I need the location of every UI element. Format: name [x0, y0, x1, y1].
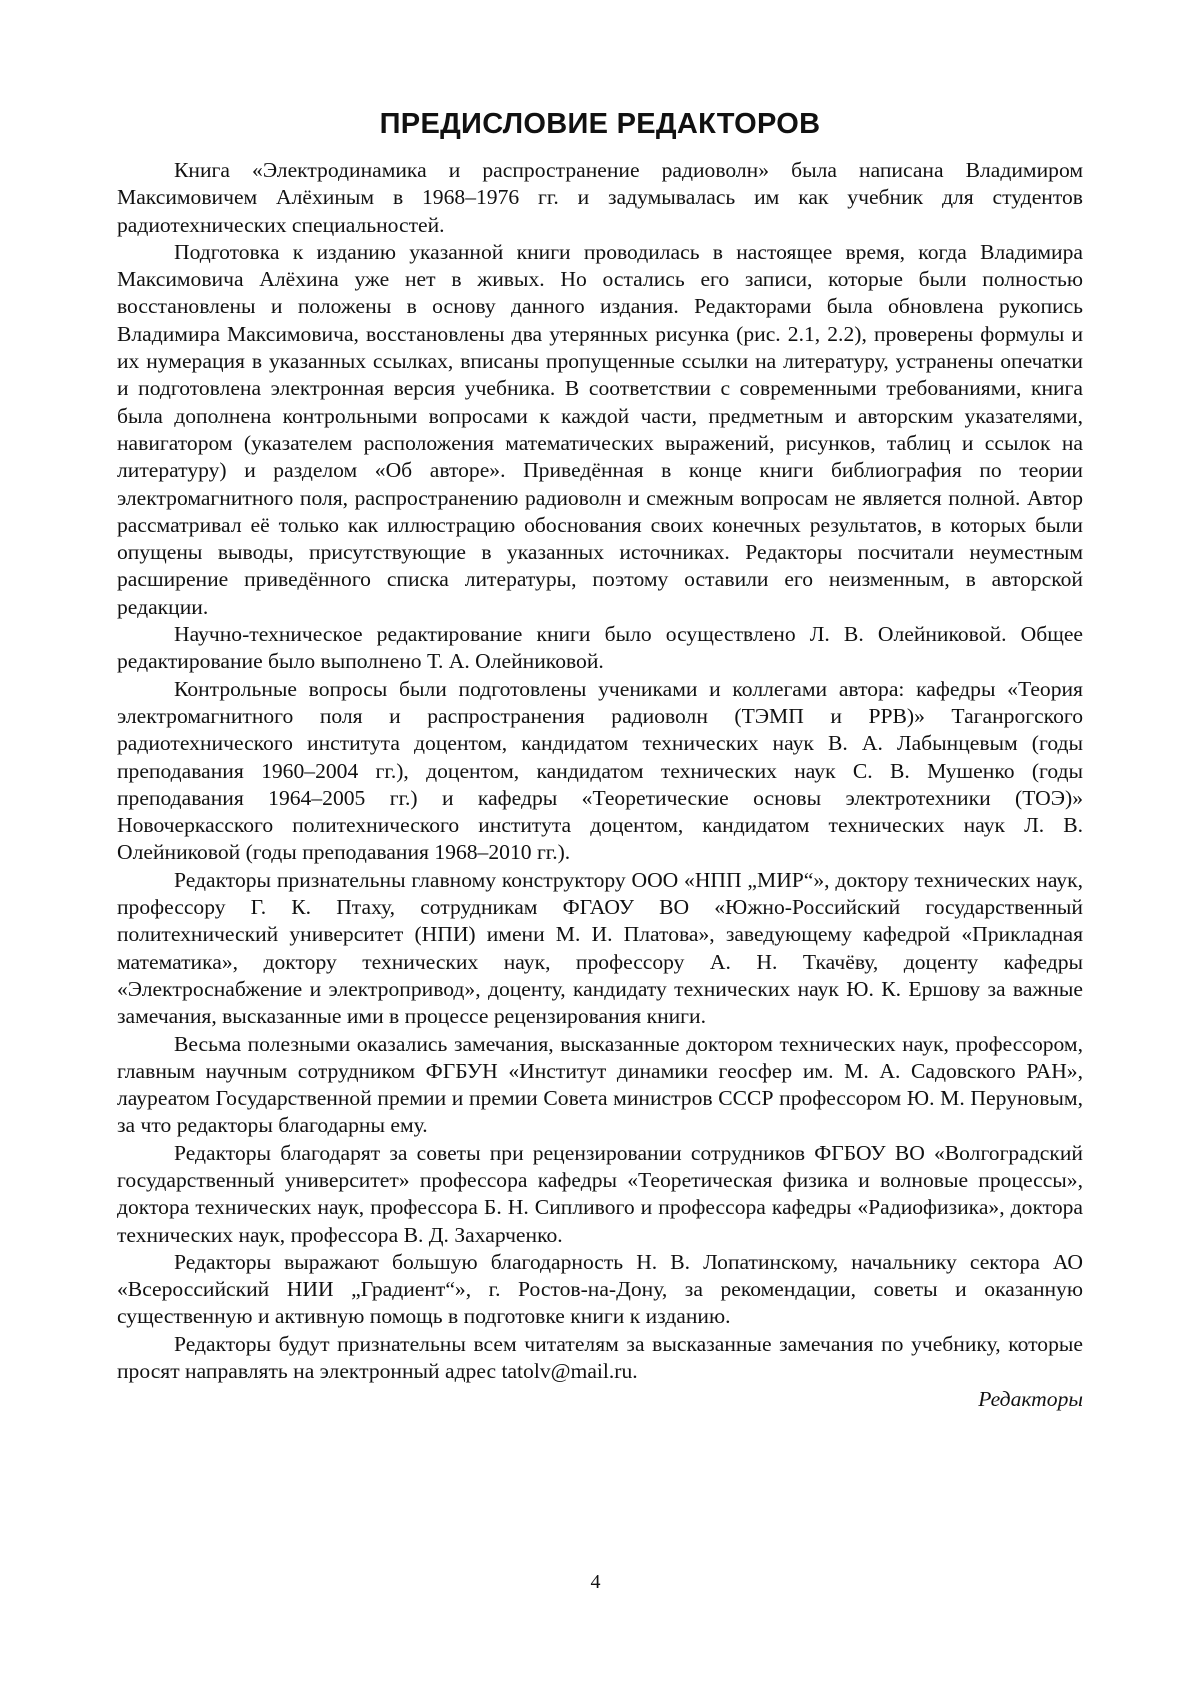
- document-page: [117, 108, 1083, 1414]
- paragraph-9: Редакторы будут признательны всем читателям за высказанные замечания по учебнику, которые просят направлять на электронный адрес tatolv@mail.ru.: [117, 1331, 1083, 1384]
- paragraph-3: Научно-техническое редактирование книги было осуществлено Л. В. Олейниковой. Общее редактирование было выполнено Т. А. Олейниковой.: [117, 622, 1083, 674]
- paragraph-8: Редакторы выражают большую благодарность Н. В. Лопатинскому, начальнику сектора АО «Всероссийский НИИ „Градиент“», г. Ростов-на-Дону, за рекомендации, советы и оказанную существенную и активную помощь в подготовке книги к изданию.: [117, 1249, 1083, 1329]
- page-title: ПРЕДИСЛОВИЕ РЕДАКТОРОВ: [379, 108, 821, 140]
- paragraph-7: Редакторы благодарят за советы при рецензировании сотрудников ФГБОУ ВО «Волгоградский государственный университет» профессора кафедры «Теоретическая физика и волновые процессы», доктора технических наук, профессора Б. Н. Сипливого и профессора кафедры «Радиофизика», доктора технических наук, профессора В. Д. Захарченко.: [117, 1140, 1083, 1247]
- paragraph-2: Подготовка к изданию указанной книги проводилась в настоящее время, когда Владимира Максимовича Алёхина уже нет в живых. Но остались его записи, которые были полностью восстановлены и положены в основу данного издания. Редакторами была обновлена рукопись Владимира Максимовича, восстановлены два утерянных рисунка (рис. 2.1, 2.2), проверены формулы и их нумерация в указанных ссылках, вписаны пропущенные ссылки на литературу, устранены опечатки и подготовлена электронная версия учебника. В соответствии с современными требованиями, книга была дополнена контрольными вопросами к каждой части, предметным и авторским указателями, навигатором (указателем расположения математических выражений, рисунков, таблиц и ссылок на литературу) и разделом «Об авторе». Приведённая в конце книги библиография по теории электромагнитного поля, распространению радиоволн и смежным вопросам не является полной. Автор рассматривал её только как иллюстрацию обоснования своих конечных результатов, в которых были опущены выводы, присутствующие в указанных источниках. Редакторы посчитали неуместным расширение приведённого списка литературы, поэтому оставили его неизменным, в авторской редакции.: [117, 239, 1083, 619]
- paragraph-4: Контрольные вопросы были подготовлены учениками и коллегами автора: кафедры «Теория электромагнитного поля и распространения радиоволн (ТЭМП и РРВ)» Таганрогского радиотехнического института доцентом, кандидатом технических наук В. А. Лабынцевым (годы преподавания 1960–2004 гг.), доцентом, кандидатом технических наук С. В. Мушенко (годы преподавания 1964–2005 гг.) и кафедры «Теоретические основы электротехники (ТОЭ)» Новочеркасского политехнического института доцентом, кандидатом технических наук Л. В. Олейниковой (годы преподавания 1968–2010 гг.).: [117, 676, 1083, 865]
- paragraph-5: Редакторы признательны главному конструктору ООО «НПП „МИР“», доктору технических наук, профессору Г. К. Птаху, сотрудникам ФГАОУ ВО «Южно-Российский государственный политехнический университет (НПИ) имени М. И. Платова», заведующему кафедрой «Прикладная математика», доктору технических наук, профессору А. Н. Ткачёву, доценту кафедры «Электроснабжение и электропривод», доценту, кандидату технических наук Ю. К. Ершову за важные замечания, высказанные ими в процессе рецензирования книги.: [117, 867, 1083, 1029]
- signature: Редакторы: [978, 1387, 1083, 1412]
- paragraph-1: Книга «Электродинамика и распространение радиоволн» была написана Владимиром Максимовичем Алёхиным в 1968–1976 гг. и задумывалась им как учебник для студентов радиотехнических специальностей.: [117, 158, 1083, 237]
- page-number: 4: [590, 1571, 601, 1593]
- paragraph-6: Весьма полезными оказались замечания, высказанные доктором технических наук, профессором, главным научным сотрудником ФГБУН «Институт динамики геосфер им. М. А. Садовского РАН», лауреатом Государственной премии и премии Совета министров СССР профессором Ю. М. Перуновым, за что редакторы благодарны ему.: [117, 1031, 1083, 1138]
